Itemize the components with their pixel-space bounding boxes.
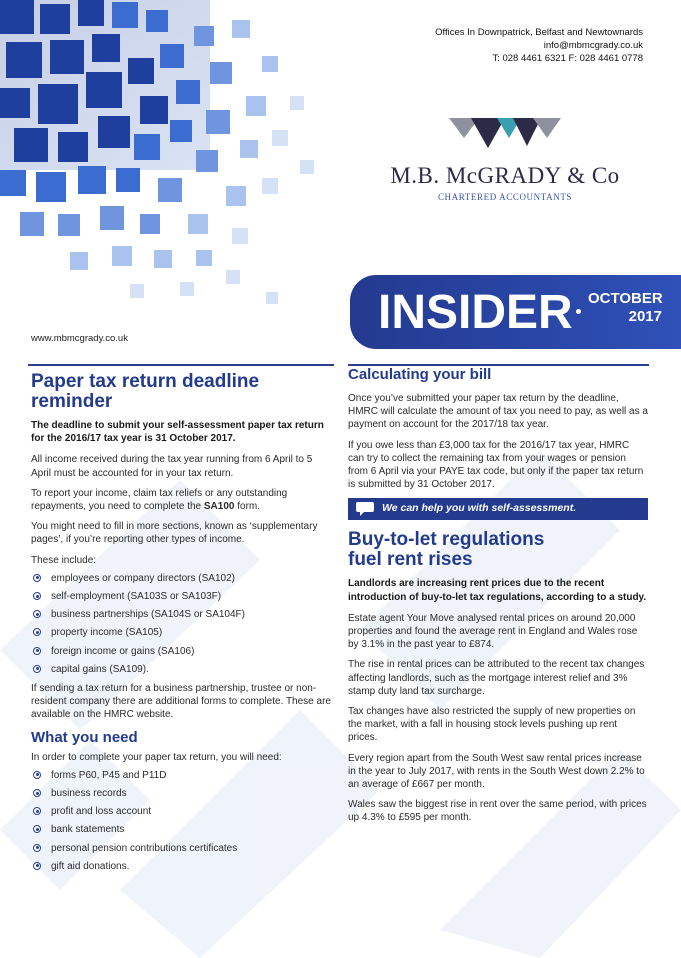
banner-dot [576,309,581,314]
list-item: personal pension contributions certificates [31,842,333,855]
what-you-need-heading: What you need [31,728,138,746]
calculating-bill-heading: Calculating your bill [348,366,492,383]
list-item: property income (SA105) [31,626,333,639]
list-item: bank statements [31,823,333,836]
company-subtitle: CHARTERED ACCOUNTANTS [437,192,573,202]
company-logo [380,118,630,202]
bullet-icon [33,771,41,779]
tax-return-paragraph-2: To report your income, claim tax reliefs or any outstanding repayments, you need to complete the SA100 form. [31,487,288,513]
list-item: business partnerships (SA104S or SA104F) [31,608,333,621]
company-name: M.B. McGRADY & Co [390,163,620,188]
bullet-icon [33,665,41,673]
help-callout-text: We can help you with self-assessment. [382,502,577,515]
tax-return-lead: The deadline to submit your self-assessment paper tax return for the 2016/17 tax year is 31 October 2017. [31,420,324,445]
what-you-need-intro: In order to complete your paper tax return, you will need: [31,751,282,763]
bullet-icon [33,862,41,870]
list-item: employees or company directors (SA102) [31,572,333,585]
calculating-paragraph-2: If you owe less than £3,000 tax for the 2016/17 tax year, HMRC can try to collect the remaining tax from your wages or pension from 6 April via your PAYE tax code, but only if the paper tax return is submitted by 31 October 2017. [348,439,644,491]
offices-text: Offices In Downpatrick, Belfast and Newtownards [435,27,643,38]
bullet-icon [33,807,41,815]
includes-list [31,572,333,676]
tax-return-paragraph-1: All income received during the tax year running from 6 April to 5 April must be accounted for in your tax return. [31,454,313,479]
right-column [348,366,648,832]
list-item: profit and loss account [31,805,333,818]
buy-to-let-paragraph-4: Every region apart from the South West saw rental prices increase in the year to July 2017, with rents in the South West down 2.2% to an average of £667 per month. [348,752,645,791]
buy-to-let-paragraph-1: Estate agent Your Move analysed rental prices on around 20,000 properties and found the average rent in England and Wales rose by 3.1% in the past year to £874. [348,612,638,651]
includes-label: These include: [31,554,97,566]
banner-month: OCTOBER [588,290,663,307]
website-link[interactable]: www.mbmcgrady.co.uk [31,333,128,344]
buy-to-let-lead: Landlords are increasing rent prices due to the recent introduction of buy-to-let tax regulations, according to a study. [348,578,647,603]
tax-return-paragraph-4: If sending a tax return for a business partnership, trustee or non-resident company there are additional forms to complete. These are available on the HMRC website. [31,683,331,721]
bullet-icon [33,610,41,618]
tax-return-paragraph-3: You might need to fill in more sections, known as ‘supplementary pages’, if you’re reporting other types of income. [31,521,318,546]
bullet-icon [33,647,41,655]
buy-to-let-paragraph-2: The rise in rental prices can be attributed to the recent tax changes affecting landlords, such as the mortgage interest relief and 3% stamp duty land tax surcharge. [348,659,645,697]
email-link[interactable]: info@mbmcgrady.co.uk [543,40,643,51]
tax-return-heading: Paper tax return deadline reminder [31,371,260,412]
bullet-icon [33,825,41,833]
bullet-icon [33,628,41,636]
bullet-icon [33,844,41,852]
list-item: self-employment (SA103S or SA103F) [31,590,333,603]
calculating-paragraph-1: Once you’ve submitted your paper tax return by the deadline, HMRC will calculate the amount of tax you need to pay, as well as a payment on account for the 2017/18 tax year. [348,393,648,431]
left-divider [28,364,334,366]
buy-to-let-heading: Buy-to-let regulations fuel rent rises [348,529,545,571]
buy-to-let-paragraph-3: Tax changes have also restricted the supply of new properties on the market, with a fall in housing stock levels pushing up rent prices. [348,706,636,744]
bullet-icon [33,789,41,797]
help-callout-bar [348,498,648,520]
list-item: business records [31,787,333,800]
needs-list [31,769,333,873]
banner-year: 2017 [628,308,662,325]
bullet-icon [33,574,41,582]
insider-banner [350,275,681,349]
list-item: capital gains (SA109). [31,663,333,676]
buy-to-let-paragraph-5: Wales saw the biggest rise in rent over the same period, with prices up 4.3% to £595 per month. [348,799,647,824]
left-column [31,372,333,879]
contact-info [435,26,643,65]
blue-mosaic-graphic [0,0,360,330]
speech-bubble-icon [356,502,374,516]
logo-mark-icon [449,118,561,152]
list-item: foreign income or gains (SA106) [31,645,333,658]
list-item: forms P60, P45 and P11D [31,769,333,782]
phone-fax-text: T: 028 4461 6321 F: 028 4461 0778 [492,53,643,64]
sa100-form: SA100 [203,501,235,513]
bullet-icon [33,592,41,600]
banner-title: INSIDER [378,286,573,339]
list-item: gift aid donations. [31,860,333,873]
